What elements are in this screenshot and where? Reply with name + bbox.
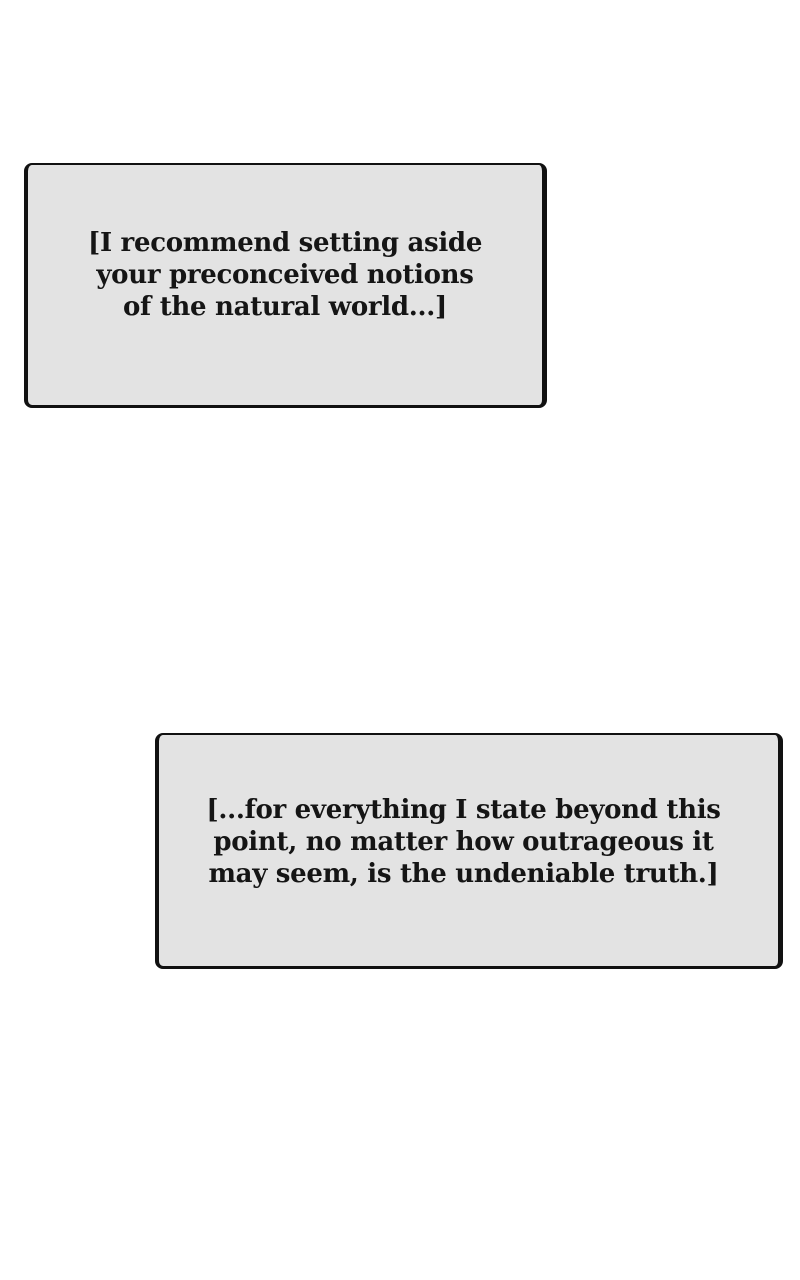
caption-box-bottom xyxy=(155,733,783,969)
caption-box-top xyxy=(24,163,547,408)
caption-text-top: [I recommend setting aside your preconceived notions of the natural world...] xyxy=(87,228,483,322)
caption-text-bottom: [...for everything I state beyond this point, no matter how outrageous it may seem, is the undeniable truth.] xyxy=(206,794,721,889)
